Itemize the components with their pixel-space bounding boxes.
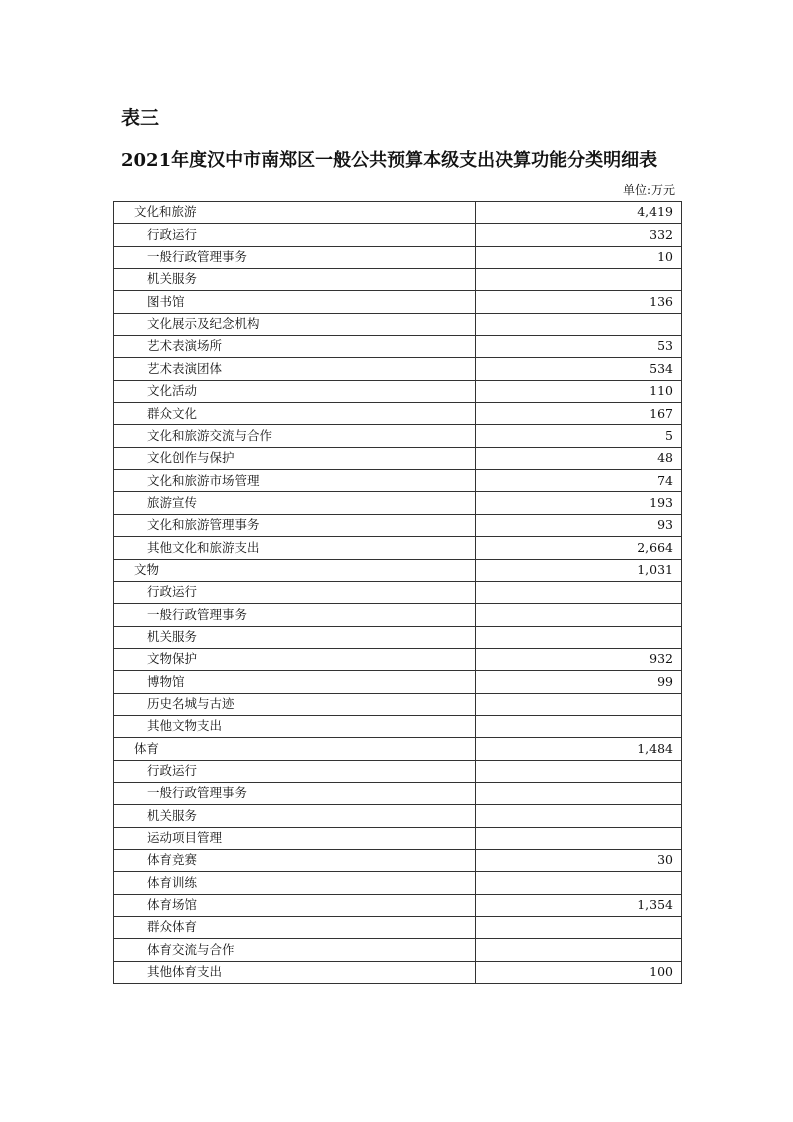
table-row [114,559,682,581]
item-name-cell: 一般行政管理事务 [114,782,476,804]
budget-table [113,201,682,984]
amount-cell: 48 [476,447,682,469]
item-name-cell: 行政运行 [114,224,476,246]
item-name-cell: 体育训练 [114,872,476,894]
item-name-cell: 群众体育 [114,917,476,939]
item-name-cell: 文化创作与保护 [114,447,476,469]
item-name-cell: 其他文物支出 [114,715,476,737]
item-name-cell: 机关服务 [114,269,476,291]
item-name-cell: 其他文化和旅游支出 [114,537,476,559]
table-row [114,246,682,268]
category-name-cell: 文化和旅游 [114,202,476,224]
item-name-cell: 体育竞赛 [114,849,476,871]
amount-cell [476,269,682,291]
table-row [114,470,682,492]
amount-cell: 1,354 [476,894,682,916]
amount-cell [476,313,682,335]
item-name-cell: 博物馆 [114,671,476,693]
table-row [114,202,682,224]
amount-cell [476,917,682,939]
amount-cell [476,693,682,715]
item-name-cell: 运动项目管理 [114,827,476,849]
item-name-cell: 行政运行 [114,581,476,603]
item-name-cell: 艺术表演场所 [114,336,476,358]
amount-cell [476,827,682,849]
table-row [114,917,682,939]
table-row [114,358,682,380]
table-row [114,604,682,626]
table-row [114,425,682,447]
table-row [114,537,682,559]
amount-cell: 5 [476,425,682,447]
amount-cell: 193 [476,492,682,514]
item-name-cell: 文化展示及纪念机构 [114,313,476,335]
amount-cell [476,626,682,648]
item-name-cell: 文化和旅游交流与合作 [114,425,476,447]
table-row [114,805,682,827]
table-row [114,313,682,335]
table-row [114,447,682,469]
table-row [114,269,682,291]
amount-cell [476,805,682,827]
table-row [114,403,682,425]
amount-cell: 932 [476,648,682,670]
unit-label: 单位:万元 [622,183,675,197]
budget-table-body [114,202,682,984]
table-row [114,872,682,894]
amount-cell: 74 [476,470,682,492]
amount-cell: 167 [476,403,682,425]
table-row [114,514,682,536]
amount-cell: 53 [476,336,682,358]
amount-cell: 99 [476,671,682,693]
item-name-cell: 旅游宣传 [114,492,476,514]
item-name-cell: 文化活动 [114,380,476,402]
table-row [114,626,682,648]
page-title: 2021年度汉中市南郑区一般公共预算本级支出决算功能分类明细表 [121,150,658,171]
table-row [114,760,682,782]
amount-cell: 10 [476,246,682,268]
table-row [114,693,682,715]
table-row [114,671,682,693]
table-row [114,581,682,603]
item-name-cell: 群众文化 [114,403,476,425]
item-name-cell: 文化和旅游管理事务 [114,514,476,536]
table-row [114,782,682,804]
amount-cell [476,581,682,603]
table-row [114,894,682,916]
amount-cell [476,782,682,804]
amount-cell [476,939,682,961]
item-name-cell: 机关服务 [114,805,476,827]
item-name-cell: 文化和旅游市场管理 [114,470,476,492]
category-name-cell: 文物 [114,559,476,581]
item-name-cell: 一般行政管理事务 [114,604,476,626]
table-row [114,336,682,358]
table-row [114,939,682,961]
table-row [114,715,682,737]
category-name-cell: 体育 [114,738,476,760]
item-name-cell: 文物保护 [114,648,476,670]
table-row [114,380,682,402]
item-name-cell: 艺术表演团体 [114,358,476,380]
item-name-cell: 体育交流与合作 [114,939,476,961]
amount-cell: 110 [476,380,682,402]
table-row [114,738,682,760]
amount-cell: 93 [476,514,682,536]
table-label: 表三 [121,107,160,129]
table-row [114,291,682,313]
item-name-cell: 一般行政管理事务 [114,246,476,268]
item-name-cell: 机关服务 [114,626,476,648]
table-row [114,827,682,849]
item-name-cell: 行政运行 [114,760,476,782]
amount-cell: 1,031 [476,559,682,581]
amount-cell: 100 [476,961,682,983]
amount-cell: 4,419 [476,202,682,224]
amount-cell: 1,484 [476,738,682,760]
item-name-cell: 图书馆 [114,291,476,313]
item-name-cell: 体育场馆 [114,894,476,916]
amount-cell [476,604,682,626]
table-row [114,648,682,670]
amount-cell [476,715,682,737]
item-name-cell: 其他体育支出 [114,961,476,983]
amount-cell: 332 [476,224,682,246]
table-row [114,849,682,871]
amount-cell: 2,664 [476,537,682,559]
table-row [114,224,682,246]
amount-cell [476,872,682,894]
table-row [114,961,682,983]
amount-cell: 136 [476,291,682,313]
amount-cell: 30 [476,849,682,871]
table-row [114,492,682,514]
amount-cell: 534 [476,358,682,380]
amount-cell [476,760,682,782]
item-name-cell: 历史名城与古迹 [114,693,476,715]
